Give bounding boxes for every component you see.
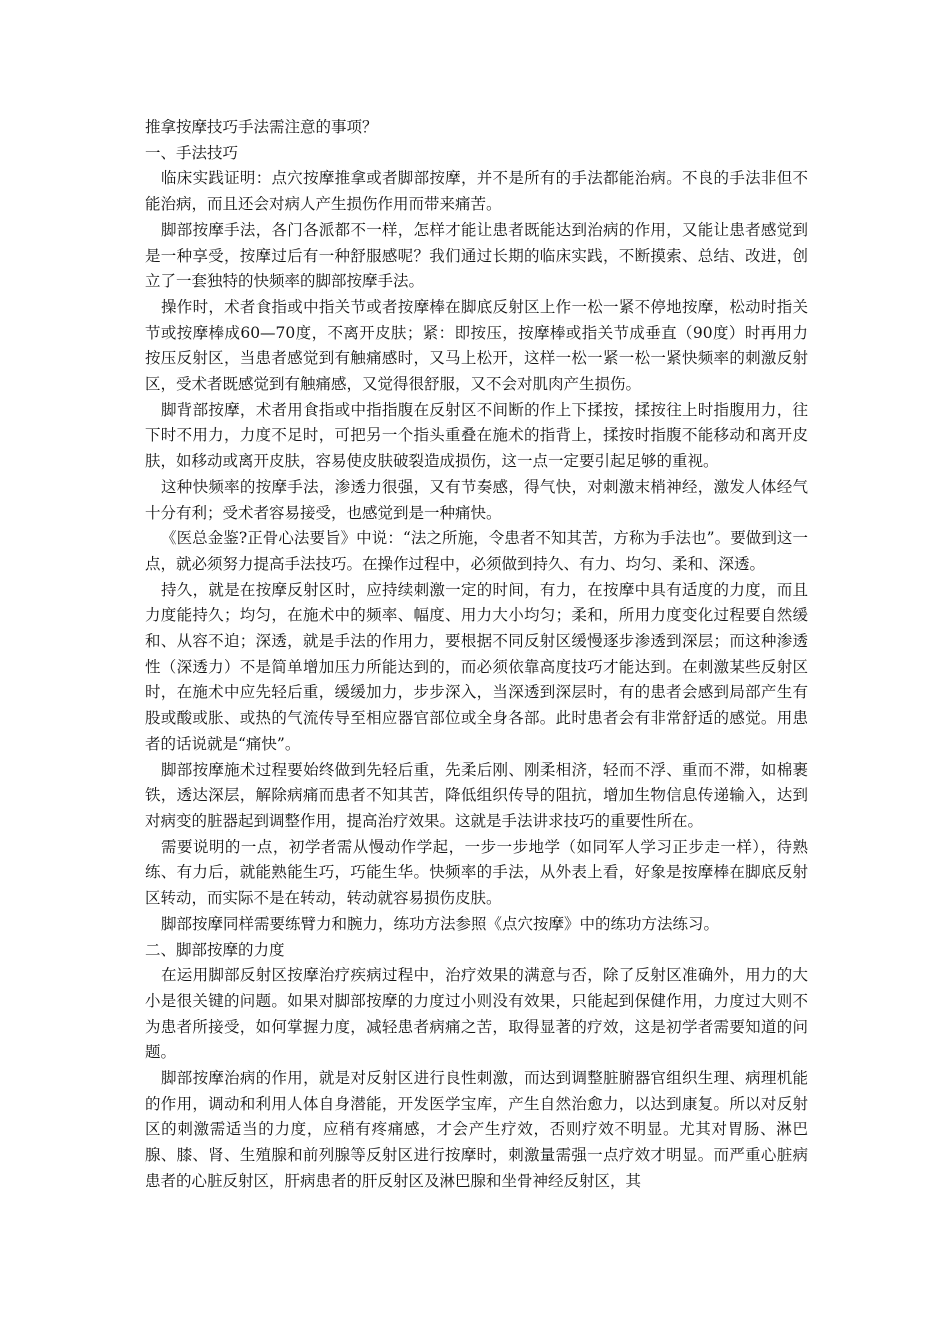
document-title: 推拿按摩技巧手法需注意的事项？ [145,118,378,136]
paragraph: 操作时，术者食指或中指关节或者按摩棒在脚底反射区上作一松一紧不停地按摩，松动时指关节或按摩棒成60—70度，不离开皮肤；紧：即按压，按摩棒或指关节成垂直（90度）时再用力按压反射区，当患者感觉到有触痛感时，又马上松开，这样一松一紧一松一紧快频率的刺激反射区，受术者既感觉到有触痛感，又觉得很舒服，又不会对肌肉产生损伤。 [145,297,808,394]
document-body [145,115,808,1195]
paragraph: 持久，就是在按摩反射区时，应持续刺激一定的时间，有力，在按摩中具有适度的力度，而且力度能持久；均匀，在施术中的频率、幅度、用力大小均匀；柔和，所用力度变化过程要自然缓和、从容不迫；深透，就是手法的作用力，要根据不同反射区缓慢逐步渗透到深层；而这种渗透性（深透力）不是简单增加压力所能达到的，而必须依靠高度技巧才能达到。在刺激某些反射区时，在施术中应先轻后重，缓缓加力，步步深入，当深透到深层时，有的患者会感到局部产生有股或酸或胀、或热的气流传导至相应器官部位或全身各部。此时患者会有非常舒适的感觉。用患者的话说就是“痛快”。 [145,580,808,753]
paragraph: 脚部按摩同样需要练臂力和腕力，练功方法参照《点穴按摩》中的练功方法练习。 [161,914,720,933]
paragraph: 脚部按摩手法，各门各派都不一样，怎样才能让患者既能达到治病的作用，又能让患者感觉到是一种享受，按摩过后有一种舒服感呢？我们通过长期的临床实践，不断摸索、总结、改进，创立了一套独特的快频率的脚部按摩手法。 [145,220,808,291]
paragraph: 《医总金鉴?正骨心法要旨》中说：“法之所施，令患者不知其苦，方称为手法也”。要做到这一点，就必须努力提高手法技巧。在操作过程中，必须做到持久、有力、均匀、柔和、深透。 [145,529,808,573]
section-heading-technique: 一、手法技巧 [145,143,239,162]
paragraph: 脚部按摩施术过程要始终做到先轻后重，先柔后刚、刚柔相济，轻而不浮、重而不滞，如棉裹铁，透达深层，解除病痛而患者不知其苦，降低组织传导的阻抗，增加生物信息传递输入，达到对病变的脏器起到调整作用，提高治疗效果。这就是手法讲求技巧的重要性所在。 [145,760,808,830]
paragraph: 需要说明的一点，初学者需从慢动作学起，一步一步地学（如同军人学习正步走一样），待熟练、有力后，就能熟能生巧，巧能生华。快频率的手法，从外表上看，好象是按摩棒在脚底反射区转动，而实际不是在转动，转动就容易损伤皮肤。 [145,837,808,908]
paragraph: 脚部按摩治病的作用，就是对反射区进行良性刺激，而达到调整脏腑器官组织生理、病理机能的作用，调动和利用人体自身潜能，开发医学宝库，产生自然治愈力，以达到康复。所以对反射区的刺激需适当的力度，应稍有疼痛感，才会产生疗效，否则疗效不明显。尤其对胃肠、淋巴腺、膝、肾、生殖腺和前列腺等反射区进行按摩时，刺激量需强一点疗效才明显。而严重心脏病患者的心脏反射区，肝病患者的肝反射区及淋巴腺和坐骨神经反射区，其 [145,1069,808,1190]
paragraph: 这种快频率的按摩手法，渗透力很强，又有节奏感，得气快，对刺激末梢神经，激发人体经气十分有利；受术者容易接受，也感觉到是一种痛快。 [145,477,808,522]
paragraph: 脚背部按摩，术者用食指或中指指腹在反射区不间断的作上下揉按，揉按往上时指腹用力，往下时不用力，力度不足时，可把另一个指头重叠在施术的指背上，揉按时指腹不能移动和离开皮肤，如移动或离开皮肤，容易使皮肤破裂造成损伤，这一点一定要引起足够的重视。 [145,400,808,471]
paragraph: 临床实践证明：点穴按摩推拿或者脚部按摩，并不是所有的手法都能治病。不良的手法非但不能治病，而且还会对病人产生损伤作用而带来痛苦。 [145,169,808,214]
paragraph: 在运用脚部反射区按摩治疗疾病过程中，治疗效果的满意与否，除了反射区准确外，用力的大小是很关键的问题。如果对脚部按摩的力度过小则没有效果，只能起到保健作用，力度过大则不为患者所接受，如何掌握力度，减轻患者病痛之苦，取得显著的疗效，这是初学者需要知道的问题。 [145,966,808,1062]
section-heading-force: 二、脚部按摩的力度 [145,940,285,959]
